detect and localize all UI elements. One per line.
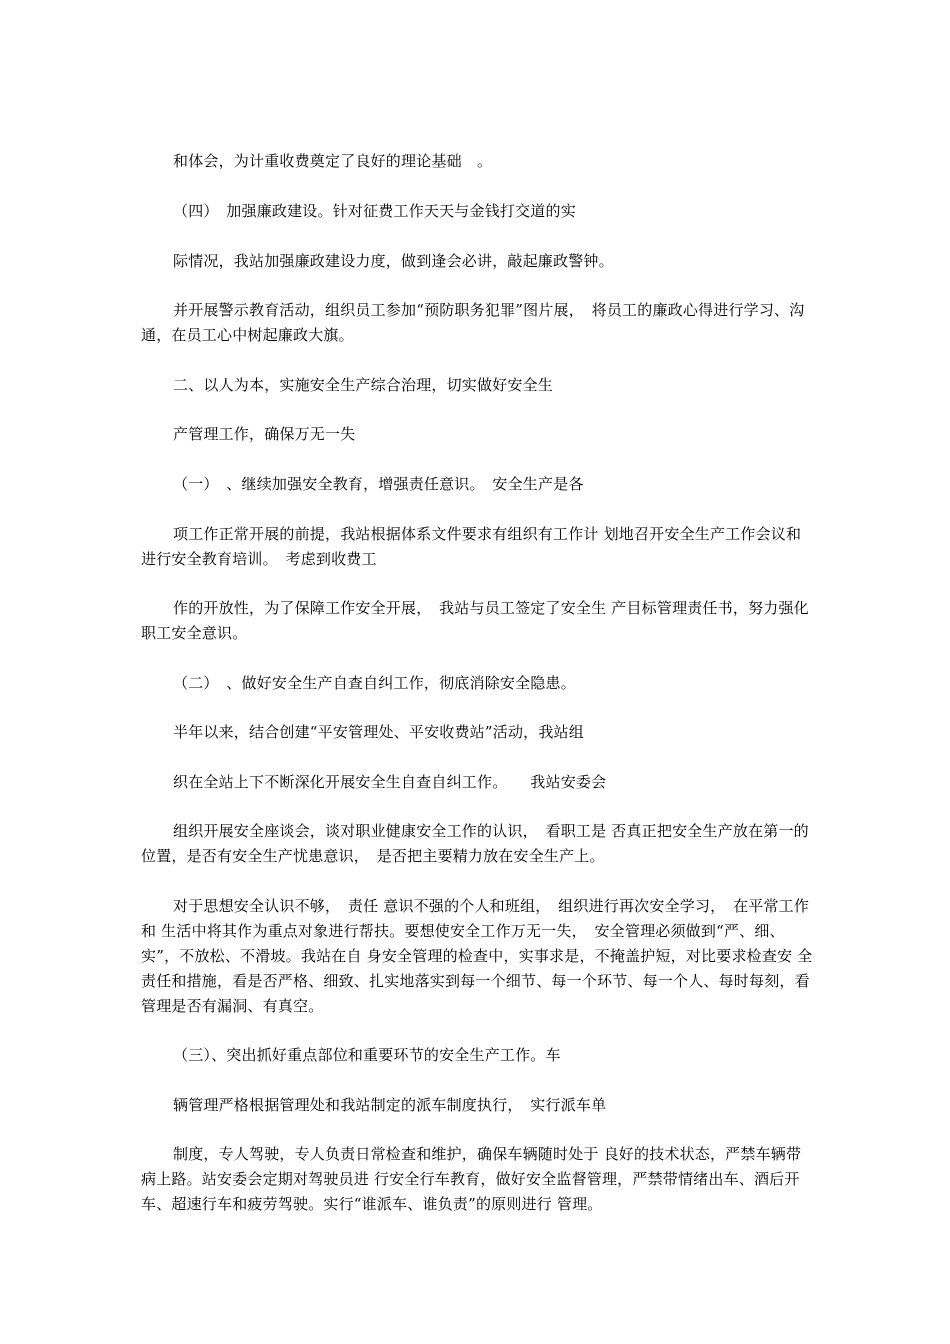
paragraph-13: 组织开展安全座谈会，谈对职业健康安全工作的认识， 看职工是 否真正把安全生产放在第一的位置，是否有安全生产忧患意识， 是否把主要精力放在安全生产上。 [141,822,809,865]
paragraph-15: （三）、突出抓好重点部位和重要环节的安全生产工作。车 [173,1046,561,1064]
paragraph-3: 际情况，我站加强廉政建设力度，做到逢会必讲，敲起廉政警钟。 [173,252,614,270]
paragraph-7: （一） 、继续加强安全教育，增强责任意识。 安全生产是各 [173,475,584,493]
paragraph-11: 半年以来，结合创建“平安管理处、平安收费站”活动，我站组 [173,723,584,741]
paragraph-2: （四） 加强廉政建设。针对征费工作天天与金钱打交道的实 [173,202,576,220]
paragraph-5: 二、以人为本，实施安全生产综合治理，切实做好安全生 [173,376,554,394]
paragraph-6: 产管理工作，确保万无一失 [173,425,356,443]
paragraph-10: （二） 、做好安全生产自查自纠工作，彻底消除安全隐患。 [173,674,576,692]
paragraph-8: 项工作正常开展的前提，我站根据体系文件要求有组织有工作计 划地召开安全生产工作会议和进行安全教育培训。 考虑到收费工 [141,525,802,568]
paragraph-1: 和体会，为计重收费奠定了良好的理论基础 。 [173,152,493,170]
paragraph-12: 织在全站上下不断深化开展安全生自查自纠工作。 我站安委会 [173,773,607,791]
paragraph-16: 辆管理严格根据管理处和我站制定的派车制度执行， 实行派车单 [173,1096,607,1114]
paragraph-14: 对于思想安全认识不够， 责任 意识不强的个人和班组， 组织进行再次安全学习， 在平常工作和 生活中将其作为重点对象进行帮扶。要想使安全工作万无一失， 安全管理必须做到“严、细、实”，不放松、不滑坡。我站在自 身安全管理的检查中，实事求是，不掩盖护短，对比要求检查安 全责任和措施，看是否严格、细致、扎实地落实到每一个细节、每一个环节、每一个人、每时每刻，看管理是否有漏洞、有真空。 [141,897,813,1015]
paragraph-17: 制度，专人驾驶，专人负责日常检查和维护，确保车辆随时处于 良好的技术状态，严禁车辆带病上路。站安委会定期对驾驶员进 行安全行车教育，做好安全监督管理，严禁带情绪出车、酒后开 车、超速行车和疲劳驾驶。实行“谁派车、谁负责”的原则进行 管理。 [141,1145,802,1213]
paragraph-4: 并开展警示教育活动，组织员工参加“预防职务犯罪”图片展， 将员工的廉政心得进行学习、沟通，在员工心中树起廉政大旗。 [141,301,805,344]
paragraph-9: 作的开放性，为了保障工作安全开展， 我站与员工签定了安全生 产目标管理责任书，努力强化职工安全意识。 [141,599,809,642]
